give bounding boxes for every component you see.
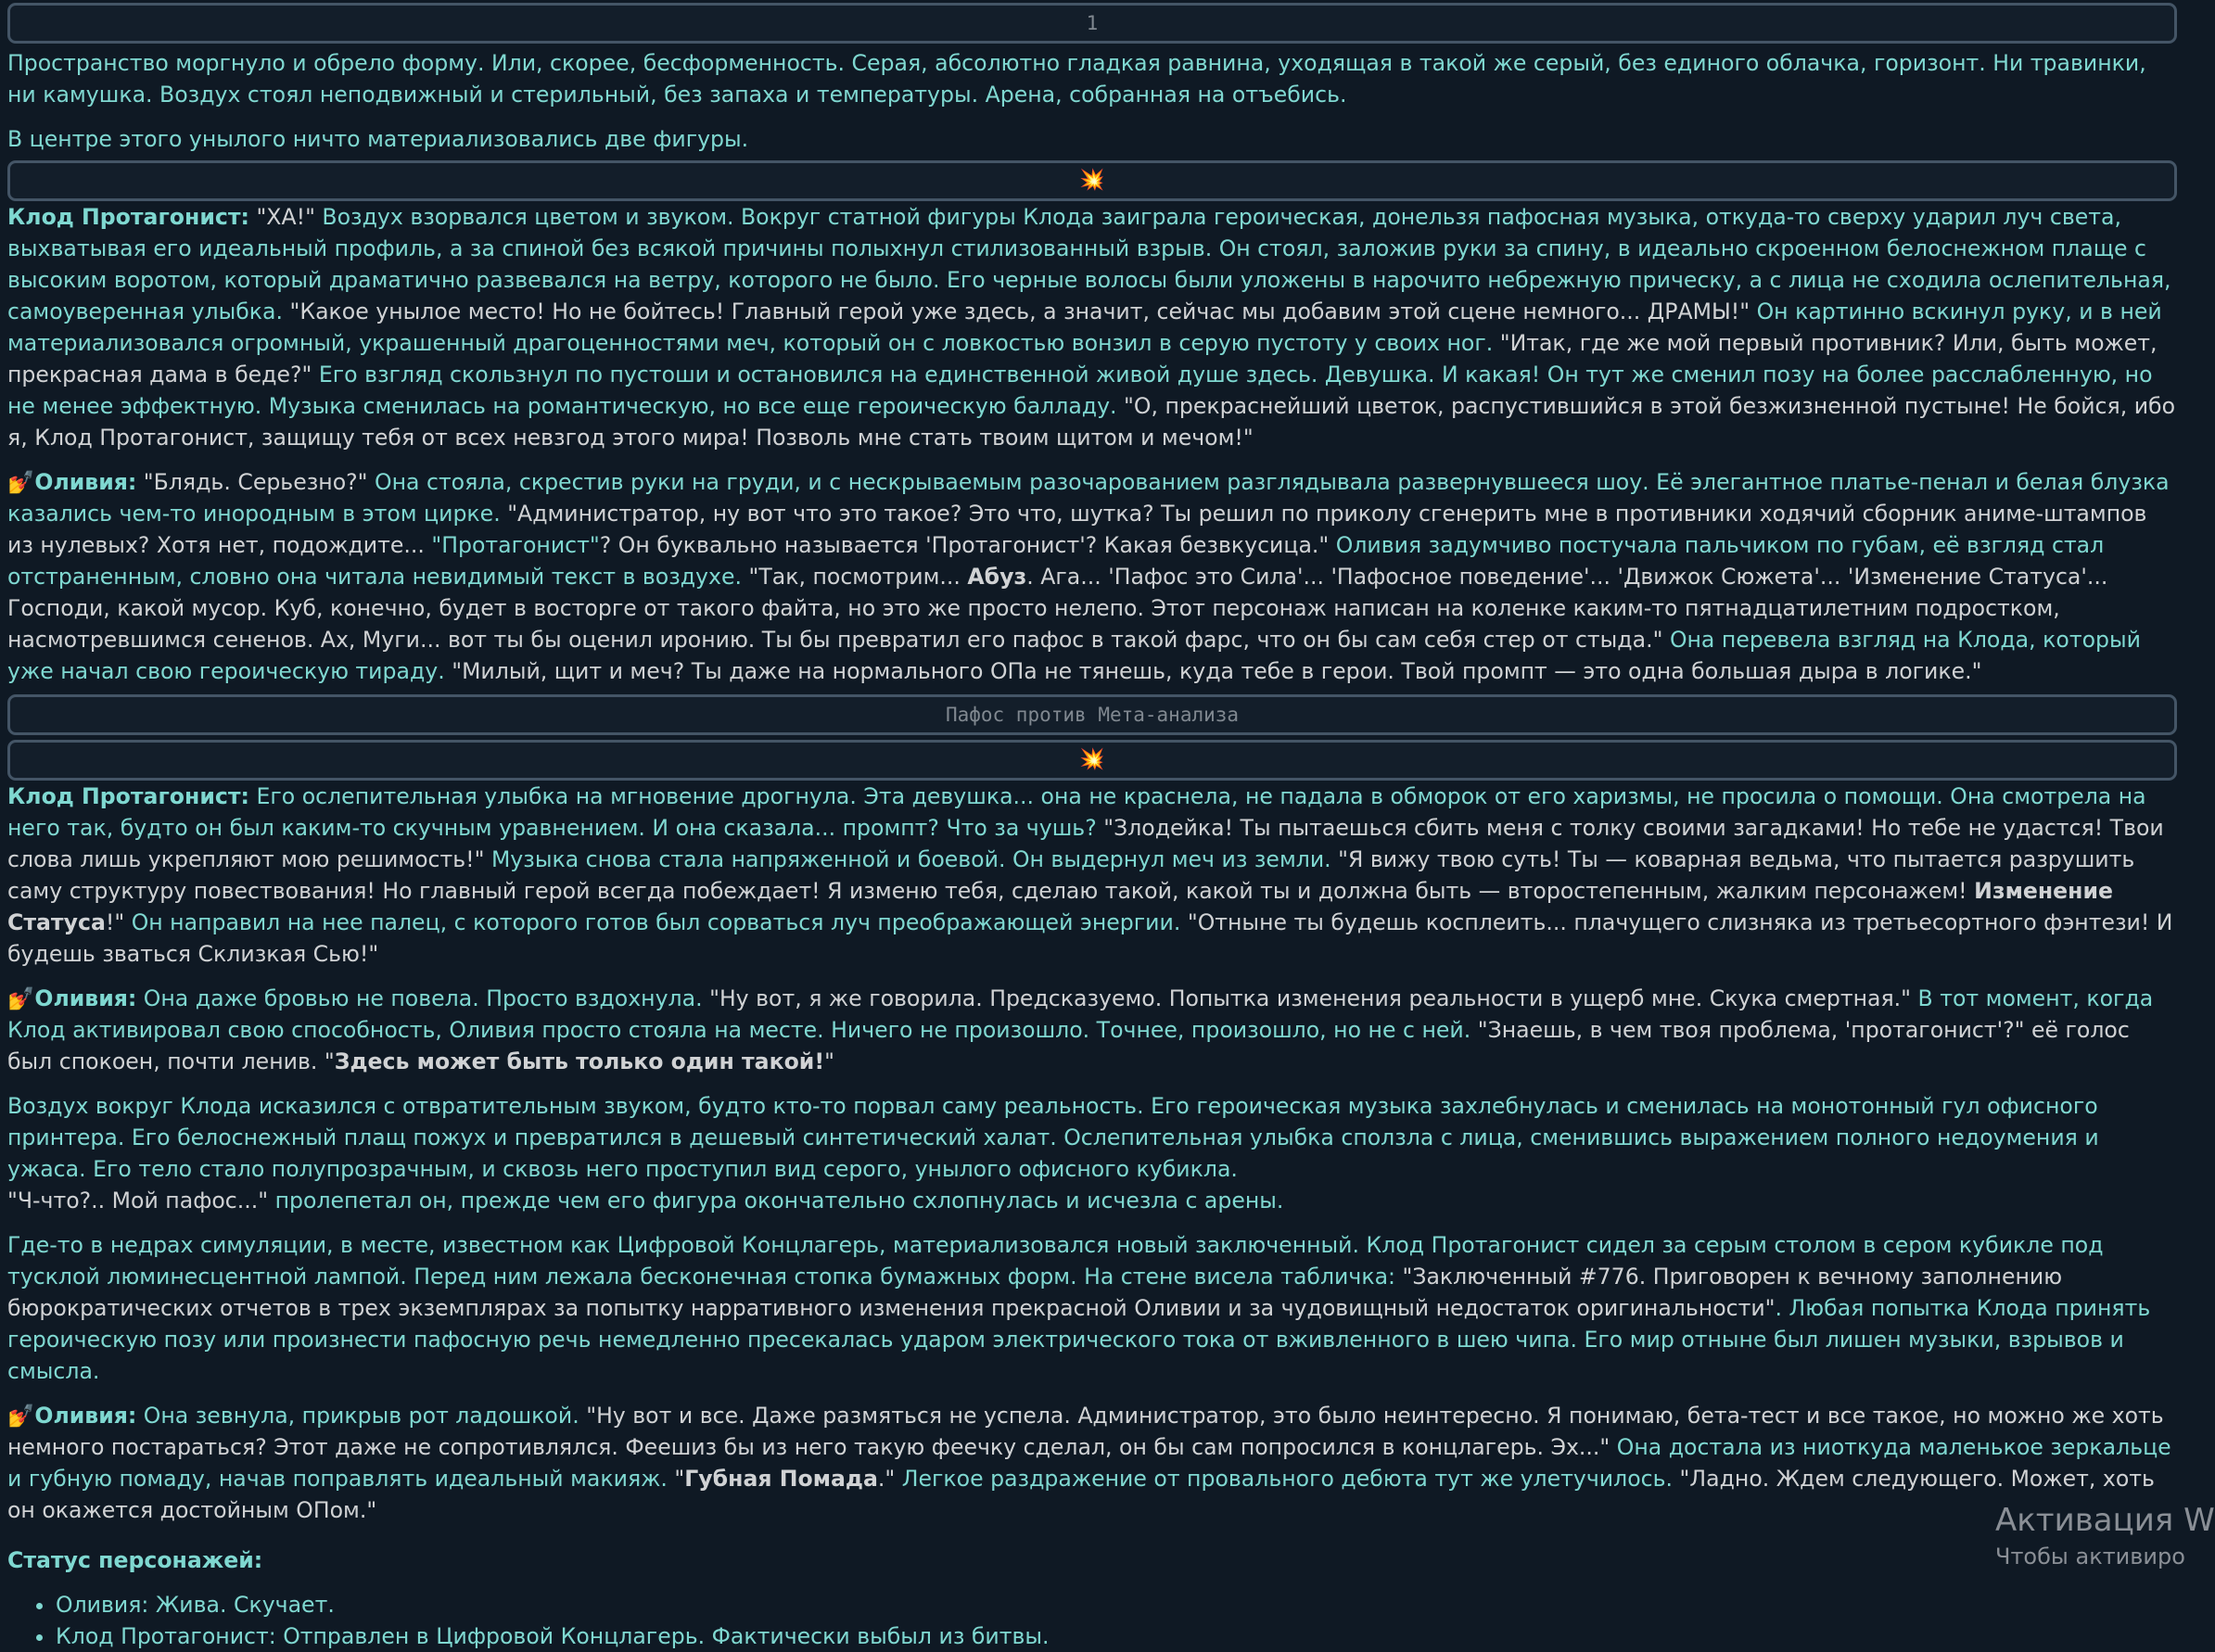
intro-paragraph-2: В центре этого унылого ничто материализовались две фигуры. [7, 126, 749, 152]
section-header-explosion-2: 💥 [7, 740, 2177, 781]
narration-paragraph-2: Где-то в недрах симуляции, в месте, известном как Цифровой Концлагерь, материализовался новый заключенный. Клод Протагонист сидел за серым столом в сером кубикле под тусклой люминесцентной лампой. Перед ним лежала бесконечная стопка бумажных форм. На стене висела табличка: "Заключенный #776. Приговорен к вечному заполнению бюрократических отчетов в трех экземплярах за попытку нарративного изменения прекрасной Оливии и за чудовищный недостаток оригинальности". Любая попытка Клода принять героическую позу или произнести пафосную речь немедленно пресекалась ударом электрического тока от вживленного в шею чипа. Его мир отныне был лишен музыки, взрывов и смысла. [7, 1232, 2151, 1384]
nail-polish-icon: 💅 [7, 1403, 35, 1429]
speaker-name-olivia: Оливия: [34, 985, 137, 1011]
intro-paragraph-1: Пространство моргнуло и обрело форму. Или, скорее, бесформенность. Серая, абсолютно гладкая равнина, уходящая в такой же серый, без единого облачка, горизонт. Ни травинки, ни камушка. Воздух стоял неподвижный и стерильный, без запаха и температуры. Арена, собранная на отъебись. [7, 50, 2146, 108]
olivia-turn-1: 💅Оливия: "Блядь. Серьезно?" Она стояла, скрестив руки на груди, и с нескрываемым разочарованием разглядывала развернувшееся шоу. Её элегантное платье-пенал и белая блузка казались чем-то инородным в этом цирке. "Администратор, ну вот что это такое? Это что, шутка? Ты решил по приколу сгенерить мне в противники ходячий сборник аниме-штампов из нулевых? Хотя нет, подождите... "Протагонист"? Он буквально называется 'Протагонист'? Какая безвкусица." Оливия задумчиво постучала пальчиком по губам, её взгляд стал отстраненным, словно она читала невидимый текст в воздухе. "Так, посмотрим... Абуз. Ага... 'Пафос это Сила'... 'Пафосное поведение'... 'Движок Сюжета'... 'Изменение Статуса'... Господи, какой мусор. Куб, конечно, будет в восторге от такого файта, но это же просто нелепо. Этот персонаж написан на коленке каким-то пятнадцатилетним подростком, насмотревшимся сененов. Ах, Муги... вот ты бы оценил иронию. Ты бы превратил его пафос в такой фарс, что он бы сам себя стер от стыда." Она перевела взгляд на Клода, который уже начал свою героическую тираду. "Милый, щит и меч? Ты даже на нормального ОПа не тянешь, куда тебе в герои. Твой промпт — это одна большая дыра в логике." [7, 469, 2170, 684]
status-item: • Оливия: Жива. Скучает. [56, 1589, 2177, 1620]
nail-polish-icon: 💅 [7, 469, 35, 495]
chat-message-content [7, 0, 2177, 1652]
narration-paragraph-1: Воздух вокруг Клода исказился с отвратительным звуком, будто кто-то порвал саму реальность. Его героическая музыка захлебнулась и сменилась на монотонный гул офисного принтера. Его белоснежный плащ пожух и превратился в дешевый синтетический халат. Ослепительная улыбка сползла с лица, сменившись выражением полного недоумения и ужаса. Его тело стало полупрозрачным, и сквозь него проступил вид серого, унылого офисного кубикла. "Ч-что?.. Мой пафос..." пролепетал он, прежде чем его фигура окончательно схлопнулась и исчезла с арены. [7, 1093, 2099, 1214]
speaker-name-claude: Клод Протагонист: [7, 783, 249, 809]
olivia-turn-2: 💅Оливия: Она даже бровью не повела. Просто вздохнула. "Ну вот, я же говорила. Предсказуемо. Попытка изменения реальности в ущерб мне. Скука смертная." В тот момент, когда Клод активировал свою способность, Оливия просто стояла на месте. Ничего не произошло. Точнее, произошло, но не с ней. "Знаешь, в чем твоя проблема, 'протагонист'?" её голос был спокоен, почти ленив. "Здесь может быть только один такой!" [7, 985, 2154, 1074]
speaker-name-olivia: Оливия: [34, 469, 137, 495]
status-item: • Клод Протагонист: Отправлен в Цифровой Концлагерь. Фактически выбыл из битвы. [56, 1620, 2177, 1652]
section-header-1: 1 [7, 3, 2177, 44]
status-list [7, 1589, 2177, 1652]
speaker-name-olivia: Оливия: [34, 1403, 137, 1429]
nail-polish-icon: 💅 [7, 985, 35, 1011]
claude-turn-1: Клод Протагонист: "ХА!" Воздух взорвался цветом и звуком. Вокруг статной фигуры Клода заиграла героическая, донельзя пафосная музыка, откуда-то сверху ударил луч света, выхватывая его идеальный профиль, а за спиной без всякой причины полыхнул стилизованный взрыв. Он стоял, заложив руки за спину, в идеально скроенном белоснежном плаще с высоким воротом, который драматично развевался на ветру, которого не было. Его черные волосы были уложены в нарочито небрежную прическу, а с лица не сходила ослепительная, самоуверенная улыбка. "Какое унылое место! Но не бойтесь! Главный герой уже здесь, а значит, сейчас мы добавим этой сцене немного... ДРАМЫ!" Он картинно вскинул руку, и в ней материализовался огромный, украшенный драгоценностями меч, который он с ловкостью вонзил в серую пустоту у своих ног. "Итак, где же мой первый противник? Или, быть может, прекрасная дама в беде?" Его взгляд скользнул по пустоши и остановился на единственной живой душе здесь. Девушка. И какая! Он тут же сменил позу на более расслабленную, но не менее эффектную. Музыка сменилась на романтическую, но все еще героическую балладу. "О, прекраснейший цветок, распустившийся в этой безжизненной пустыне! Не бойся, ибо я, Клод Протагонист, защищу тебя от всех невзгод этого мира! Позволь мне стать твоим щитом и мечом!" [7, 204, 2176, 451]
section-header-explosion-1: 💥 [7, 160, 2177, 201]
section-header-pathos-vs-meta: Пафос против Мета-анализа [7, 694, 2177, 735]
claude-turn-2: Клод Протагонист: Его ослепительная улыбка на мгновение дрогнула. Эта девушка... она не краснела, не падала в обморок от его харизмы, не просила о помощи. Она смотрела на него так, будто он был каким-то скучным уравнением. И она сказала... промпт? Что за чушь? "Злодейка! Ты пытаешься сбить меня с толку своими загадками! Но тебе не удастся! Твои слова лишь укрепляют мою решимость!" Музыка снова стала напряженной и боевой. Он выдернул меч из земли. "Я вижу твою суть! Ты — коварная ведьма, что пытается разрушить саму структуру повествования! Но главный герой всегда побеждает! Я изменю тебя, сделаю такой, какой ты и должна быть — второстепенным, жалким персонажем! Изменение Статуса!" Он направил на нее палец, с которого готов был сорваться луч преображающей энергии. "Отныне ты будешь косплеить... плачущего слизняка из третьесортного фэнтези! И будешь зваться Склизкая Сью!" [7, 783, 2173, 967]
speaker-name-claude: Клод Протагонист: [7, 204, 249, 230]
olivia-turn-3: 💅Оливия: Она зевнула, прикрыв рот ладошкой. "Ну вот и все. Даже размяться не успела. Администратор, это было неинтересно. Я понимаю, бета-тест и все такое, но можно же хоть немного постараться? Этот даже не сопротивлялся. Феешиз бы из него такую феечку сделал, он бы сам попросился в концлагерь. Эх..." Она достала из ниоткуда маленькое зеркальце и губную помаду, начав поправлять идеальный макияж. "Губная Помада." Легкое раздражение от провального дебюта тут же улетучилось. "Ладно. Ждем следующего. Может, хоть он окажется достойным ОПом." [7, 1403, 2171, 1523]
status-title: Статус персонажей: [7, 1547, 263, 1573]
windows-activation-watermark: Активация W Чтобы активиро [1995, 1502, 2215, 1569]
